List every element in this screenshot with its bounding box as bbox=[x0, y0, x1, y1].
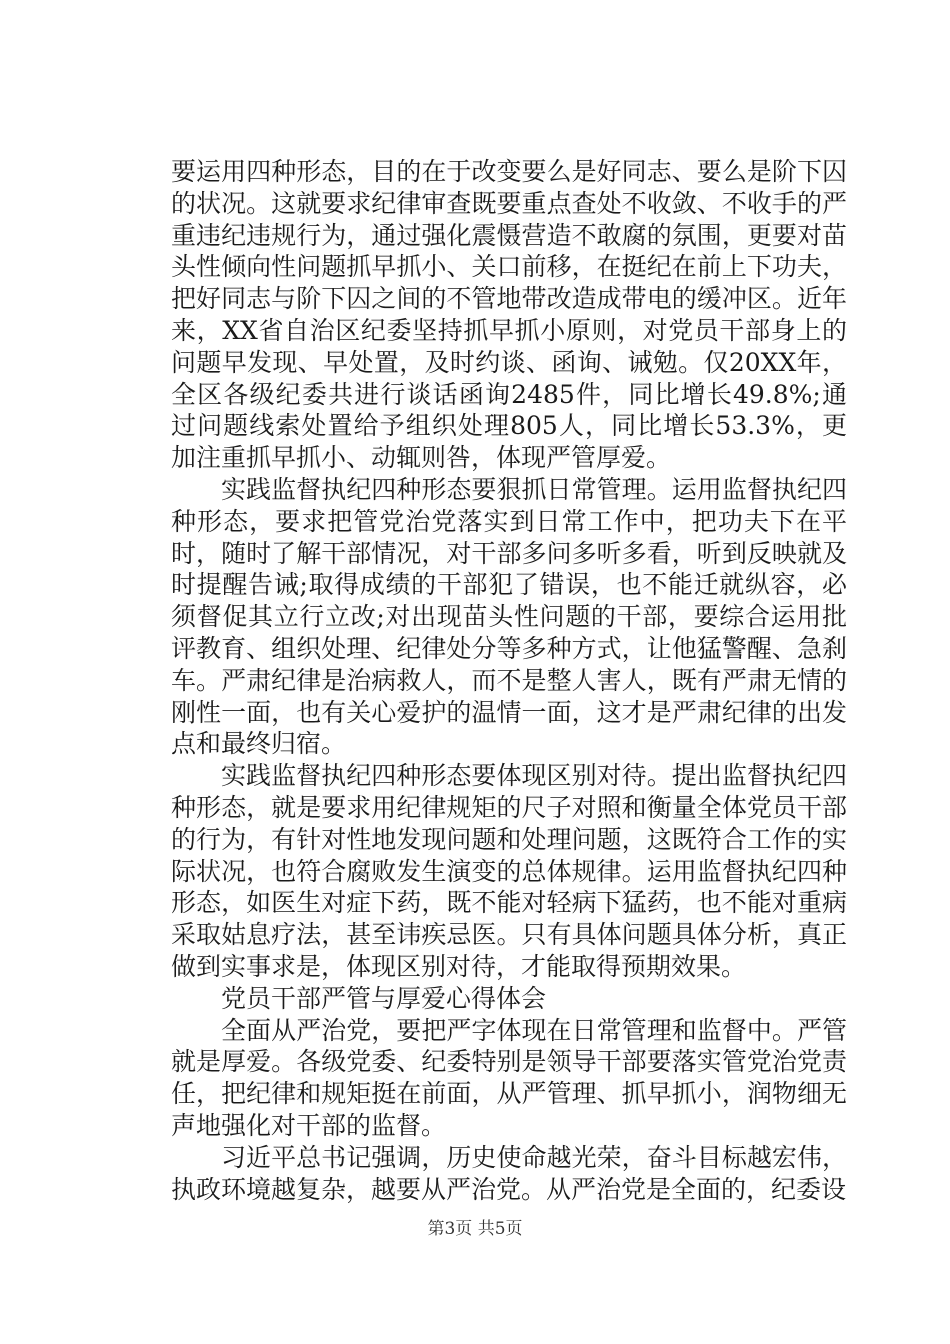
paragraph-xi-remarks: 习近平总书记强调，历史使命越光荣，奋斗目标越宏伟，执政环境越复杂，越要从严治党。从严治党是全面的，纪委设 bbox=[171, 1142, 847, 1204]
document-body bbox=[171, 156, 847, 1205]
paragraph-strict-governance: 全面从严治党，要把严字体现在日常管理和监督中。严管就是厚爱。各级党委、纪委特别是领导干部要落实管党治党责任，把纪律和规矩挺在前面，从严管理、抓早抓小，润物细无声地强化对干部的监督。 bbox=[171, 1015, 847, 1140]
paragraph-distinction: 实践监督执纪四种形态要体现区别对待。提出监督执纪四种形态，就是要求用纪律规矩的尺子对照和衡量全体党员干部的行为，有针对性地发现问题和处理问题，这既符合工作的实际状况，也符合腐败发生演变的总体规律。运用监督执纪四种形态，如医生对症下药，既不能对轻病下猛药，也不能对重病采取姑息疗法，甚至讳疾忌医。只有具体问题具体分析，真正做到实事求是，体现区别对待，才能取得预期效果。 bbox=[171, 761, 847, 981]
section-title: 党员干部严管与厚爱心得体会 bbox=[221, 983, 547, 1013]
paragraph-daily-management: 实践监督执纪四种形态要狠抓日常管理。运用监督执纪四种形态，要求把管党治党落实到日常工作中，把功夫下在平时，随时了解干部情况，对干部多问多听多看，听到反映就及时提醒告诫;取得成绩的干部犯了错误，也不能迁就纵容，必须督促其立行立改;对出现苗头性问题的干部，要综合运用批评教育、组织处理、纪律处分等多种方式，让他猛警醒、急刹车。严肃纪律是治病救人，而不是整人害人，既有严肃无情的刚性一面，也有关心爱护的温情一面，这才是严肃纪律的出发点和最终归宿。 bbox=[171, 474, 847, 759]
paragraph-continuation: 要运用四种形态，目的在于改变要么是好同志、要么是阶下囚的状况。这就要求纪律审查既要重点查处不收敛、不收手的严重违纪违规行为，通过强化震慑营造不敢腐的氛围，更要对苗头性倾向性问题抓早抓小、关口前移，在挺纪在前上下功夫，把好同志与阶下囚之间的不管地带改造成带电的缓冲区。近年来，XX省自治区纪委坚持抓早抓小原则，对党员干部身上的问题早发现、早处置，及时约谈、函询、诫勉。仅20XX年，全区各级纪委共进行谈话函询2485件，同比增长49.8%;通过问题线索处置给予组织处理805人，同比增长53.3%，更加注重抓早抓小、动辄则咎，体现严管厚爱。 bbox=[171, 157, 847, 473]
page-number-footer: 第3页 共5页 bbox=[427, 1219, 523, 1239]
